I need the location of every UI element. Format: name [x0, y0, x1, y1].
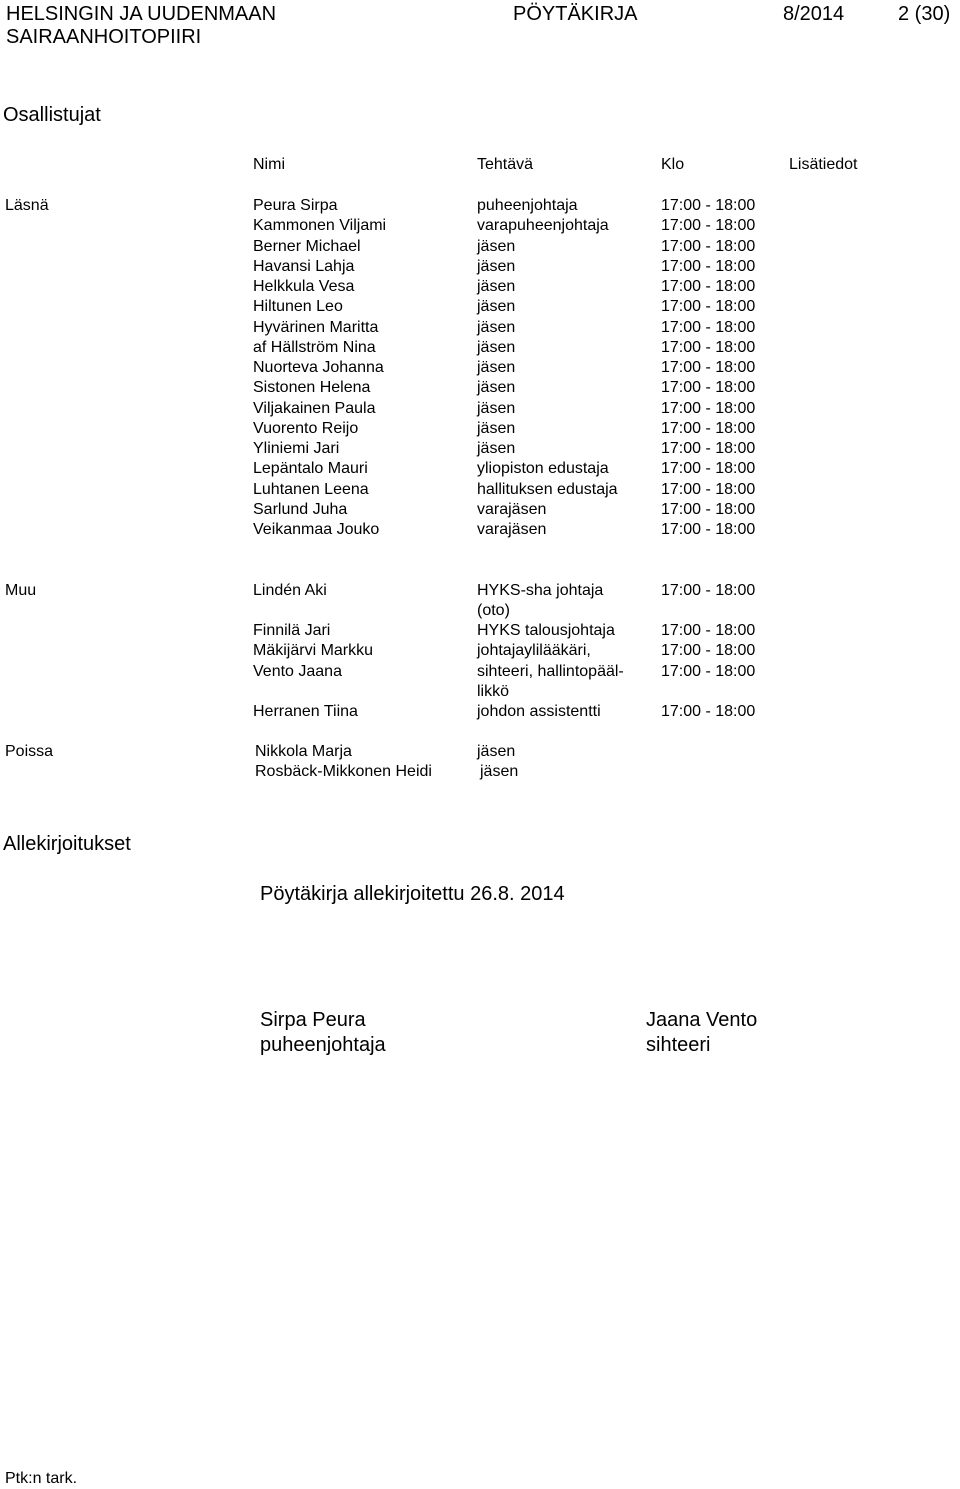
signer-name-chair: Sirpa Peura [260, 1009, 366, 1031]
participant-time: 17:00 - 18:00 [661, 420, 756, 437]
group-label-present: Läsnä [5, 197, 49, 214]
participant-role: jäsen [477, 339, 516, 356]
doc-number: 8/2014 [783, 3, 845, 25]
participant-name: Kammonen Viljami [253, 217, 387, 234]
participant-name: Viljakainen Paula [253, 400, 376, 417]
participant-role: HYKS-sha johtaja [477, 582, 604, 599]
participant-role: jäsen [477, 743, 516, 760]
participant-role: johdon assistentti [477, 703, 601, 720]
participant-name: Mäkijärvi Markku [253, 642, 374, 659]
participant-time: 17:00 - 18:00 [661, 400, 756, 417]
participant-role: johtajaylilääkäri, [477, 642, 591, 659]
participant-name: Hiltunen Leo [253, 298, 343, 315]
participant-time: 17:00 - 18:00 [661, 703, 756, 720]
participant-role: jäsen [477, 319, 516, 336]
participant-time: 17:00 - 18:00 [661, 298, 756, 315]
participant-name: Sistonen Helena [253, 379, 371, 396]
participant-role: jäsen [477, 420, 516, 437]
column-header-extra: Lisätiedot [789, 156, 858, 173]
participant-role: jäsen [477, 238, 516, 255]
participant-role: varajäsen [477, 501, 547, 518]
participant-name: Helkkula Vesa [253, 278, 355, 295]
participant-name: Veikanmaa Jouko [253, 521, 380, 538]
participant-role: jäsen [477, 440, 516, 457]
participant-role: HYKS talousjohtaja [477, 622, 615, 639]
participant-time: 17:00 - 18:00 [661, 460, 756, 477]
signer-title-secretary: sihteeri [646, 1034, 711, 1056]
participant-name: Yliniemi Jari [253, 440, 340, 457]
participant-time: 17:00 - 18:00 [661, 379, 756, 396]
participant-role: jäsen [477, 400, 516, 417]
participant-name: Berner Michael [253, 238, 361, 255]
participant-role: jäsen [477, 258, 516, 275]
participant-name: Lepäntalo Mauri [253, 460, 368, 477]
participant-role: yliopiston edustaja [477, 460, 609, 477]
participant-role: sihteeri, hallintopääl- [477, 663, 624, 680]
participant-time: 17:00 - 18:00 [661, 440, 756, 457]
group-label-absent: Poissa [5, 743, 54, 760]
participant-name: Luhtanen Leena [253, 481, 369, 498]
participant-role: puheenjohtaja [477, 197, 578, 214]
participant-time: 17:00 - 18:00 [661, 319, 756, 336]
footer-note: Ptk:n tark. [5, 1470, 78, 1487]
participant-time: 17:00 - 18:00 [661, 663, 756, 680]
participant-time: 17:00 - 18:00 [661, 278, 756, 295]
participant-name: Herranen Tiina [253, 703, 358, 720]
participant-time: 17:00 - 18:00 [661, 622, 756, 639]
participant-time: 17:00 - 18:00 [661, 258, 756, 275]
participant-name: Vuorento Reijo [253, 420, 359, 437]
section-title-signatures: Allekirjoitukset [3, 833, 131, 855]
signer-name-secretary: Jaana Vento [646, 1009, 758, 1031]
participant-name: Peura Sirpa [253, 197, 338, 214]
participant-time: 17:00 - 18:00 [661, 197, 756, 214]
participant-time: 17:00 - 18:00 [661, 642, 756, 659]
participant-time: 17:00 - 18:00 [661, 217, 756, 234]
column-header-time: Klo [661, 156, 685, 173]
column-header-role: Tehtävä [477, 156, 534, 173]
participant-name: Finnilä Jari [253, 622, 331, 639]
participant-role: hallituksen edustaja [477, 481, 618, 498]
signed-date-text: Pöytäkirja allekirjoitettu 26.8. 2014 [260, 883, 565, 905]
participant-time: 17:00 - 18:00 [661, 501, 756, 518]
participant-name: Havansi Lahja [253, 258, 355, 275]
participant-role: jäsen [477, 298, 516, 315]
participant-name: Lindén Aki [253, 582, 327, 599]
participant-role: varapuheenjohtaja [477, 217, 609, 234]
participant-name: Nikkola Marja [255, 743, 352, 760]
org-name-line2: SAIRAANHOITOPIIRI [6, 26, 202, 48]
participant-role: jäsen [480, 763, 519, 780]
doc-type: PÖYTÄKIRJA [513, 3, 638, 25]
group-label-other: Muu [5, 582, 37, 599]
participant-role: jäsen [477, 359, 516, 376]
participant-time: 17:00 - 18:00 [661, 521, 756, 538]
participant-time: 17:00 - 18:00 [661, 481, 756, 498]
participant-role-cont: (oto) [477, 602, 510, 619]
participant-role: varajäsen [477, 521, 547, 538]
participant-name: af Hällström Nina [253, 339, 376, 356]
participant-name: Vento Jaana [253, 663, 342, 680]
participant-name: Sarlund Juha [253, 501, 348, 518]
section-title-participants: Osallistujat [3, 104, 101, 126]
org-name-line1: HELSINGIN JA UUDENMAAN [6, 3, 277, 25]
page-number: 2 (30) [898, 3, 951, 25]
participant-name: Hyvärinen Maritta [253, 319, 379, 336]
participant-name: Nuorteva Johanna [253, 359, 384, 376]
signer-title-chair: puheenjohtaja [260, 1034, 386, 1056]
participant-role: jäsen [477, 278, 516, 295]
column-header-name: Nimi [253, 156, 285, 173]
participant-role: jäsen [477, 379, 516, 396]
participant-time: 17:00 - 18:00 [661, 582, 756, 599]
participant-role-cont: likkö [477, 683, 510, 700]
participant-time: 17:00 - 18:00 [661, 238, 756, 255]
participant-time: 17:00 - 18:00 [661, 339, 756, 356]
participant-time: 17:00 - 18:00 [661, 359, 756, 376]
participant-name: Rosbäck-Mikkonen Heidi [255, 763, 432, 780]
